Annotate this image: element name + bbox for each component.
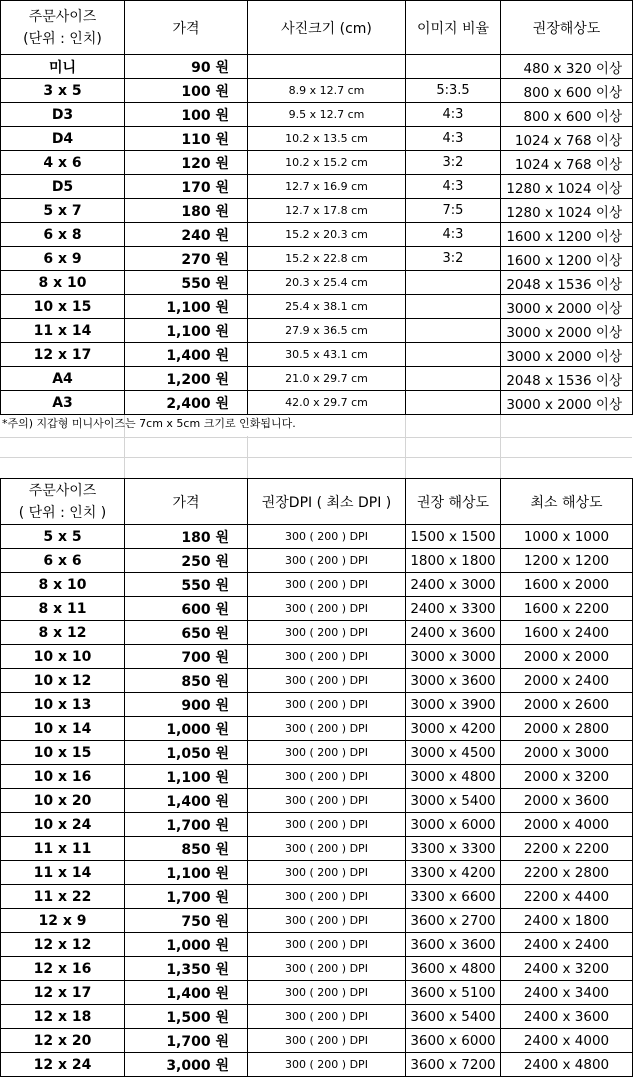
cell-price: 100 원: [125, 103, 248, 127]
cell-dpi: 300 ( 200 ) DPI: [248, 1005, 406, 1029]
cell-recommended-resolution: 1800 x 1800: [406, 549, 501, 573]
table-row: [1, 717, 633, 741]
cell-dpi: 300 ( 200 ) DPI: [248, 645, 406, 669]
cell-price: 1,350 원: [125, 957, 248, 981]
cell-order-size: 5 x 5: [1, 525, 125, 549]
cell-price: 1,050 원: [125, 741, 248, 765]
cell-price: 900 원: [125, 693, 248, 717]
cell-order-size: 8 x 10: [1, 573, 125, 597]
cell-price: 1,000 원: [125, 717, 248, 741]
cell-minimum-resolution: 2200 x 2200: [501, 837, 633, 861]
table-row: [1, 549, 633, 573]
cell-price: 1,100 원: [125, 295, 248, 319]
table-row: [1, 645, 633, 669]
cell-minimum-resolution: 2400 x 4800: [501, 1053, 633, 1077]
cell-photo-size: 25.4 x 38.1 cm: [248, 295, 406, 319]
sheet-gridline: [405, 414, 406, 478]
cell-photo-size: 15.2 x 22.8 cm: [248, 247, 406, 271]
cell-order-size: 10 x 20: [1, 789, 125, 813]
cell-order-size: 10 x 12: [1, 669, 125, 693]
cell-image-ratio: [406, 271, 501, 295]
cell-image-ratio: [406, 319, 501, 343]
cell-image-ratio: 4:3: [406, 103, 501, 127]
cell-photo-size: 9.5 x 12.7 cm: [248, 103, 406, 127]
cell-order-size: 12 x 20: [1, 1029, 125, 1053]
cell-price: 1,700 원: [125, 813, 248, 837]
cell-order-size: 10 x 13: [1, 693, 125, 717]
cell-minimum-resolution: 2000 x 2600: [501, 693, 633, 717]
cell-price: 850 원: [125, 669, 248, 693]
cell-photo-size: 20.3 x 25.4 cm: [248, 271, 406, 295]
cell-order-size: 5 x 7: [1, 199, 125, 223]
cell-dpi: 300 ( 200 ) DPI: [248, 1053, 406, 1077]
cell-recommended-resolution: 1500 x 1500: [406, 525, 501, 549]
cell-price: 250 원: [125, 549, 248, 573]
cell-minimum-resolution: 1000 x 1000: [501, 525, 633, 549]
cell-recommended-resolution: 3000 x 4500: [406, 741, 501, 765]
header-order-size: [1, 1, 125, 55]
cell-minimum-resolution: 1600 x 2400: [501, 621, 633, 645]
cell-recommended-resolution: 2048 x 1536 이상: [501, 367, 633, 391]
cell-minimum-resolution: 1200 x 1200: [501, 549, 633, 573]
cell-order-size: D3: [1, 103, 125, 127]
cell-dpi: 300 ( 200 ) DPI: [248, 717, 406, 741]
cell-recommended-resolution: 2400 x 3300: [406, 597, 501, 621]
cell-recommended-resolution: 3600 x 2700: [406, 909, 501, 933]
cell-order-size: 12 x 12: [1, 933, 125, 957]
cell-image-ratio: [406, 367, 501, 391]
cell-order-size: 4 x 6: [1, 151, 125, 175]
cell-recommended-resolution: 1024 x 768 이상: [501, 151, 633, 175]
cell-dpi: 300 ( 200 ) DPI: [248, 861, 406, 885]
table-row: [1, 981, 633, 1005]
cell-image-ratio: 7:5: [406, 199, 501, 223]
cell-image-ratio: 3:2: [406, 151, 501, 175]
cell-recommended-resolution: 800 x 600 이상: [501, 103, 633, 127]
cell-minimum-resolution: 2400 x 4000: [501, 1029, 633, 1053]
cell-dpi: 300 ( 200 ) DPI: [248, 909, 406, 933]
cell-minimum-resolution: 2200 x 2800: [501, 861, 633, 885]
cell-dpi: 300 ( 200 ) DPI: [248, 621, 406, 645]
table-row: [1, 861, 633, 885]
cell-recommended-resolution: 1280 x 1024 이상: [501, 199, 633, 223]
table-row: [1, 151, 633, 175]
cell-minimum-resolution: 2000 x 2800: [501, 717, 633, 741]
cell-price: 240 원: [125, 223, 248, 247]
cell-photo-size: 21.0 x 29.7 cm: [248, 367, 406, 391]
cell-recommended-resolution: 3600 x 6000: [406, 1029, 501, 1053]
cell-recommended-resolution: 3000 x 2000 이상: [501, 343, 633, 367]
cell-image-ratio: 4:3: [406, 127, 501, 151]
cell-dpi: 300 ( 200 ) DPI: [248, 693, 406, 717]
cell-dpi: 300 ( 200 ) DPI: [248, 597, 406, 621]
cell-image-ratio: [406, 55, 501, 79]
cell-order-size: 11 x 22: [1, 885, 125, 909]
cell-price: 750 원: [125, 909, 248, 933]
cell-recommended-resolution: 3300 x 3300: [406, 837, 501, 861]
cell-order-size: A4: [1, 367, 125, 391]
table-row: [1, 909, 633, 933]
cell-dpi: 300 ( 200 ) DPI: [248, 549, 406, 573]
cell-recommended-resolution: 1280 x 1024 이상: [501, 175, 633, 199]
table-row: [1, 127, 633, 151]
cell-minimum-resolution: 2200 x 4400: [501, 885, 633, 909]
table-row: [1, 813, 633, 837]
cell-order-size: 12 x 18: [1, 1005, 125, 1029]
cell-price: 100 원: [125, 79, 248, 103]
cell-price: 180 원: [125, 525, 248, 549]
cell-photo-size: 30.5 x 43.1 cm: [248, 343, 406, 367]
cell-price: 1,700 원: [125, 885, 248, 909]
header-photo-size: 사진크기 (cm): [248, 1, 406, 55]
cell-price: 1,400 원: [125, 789, 248, 813]
cell-recommended-resolution: 3000 x 3600: [406, 669, 501, 693]
header-order-size: [1, 479, 125, 525]
cell-price: 110 원: [125, 127, 248, 151]
cell-price: 850 원: [125, 837, 248, 861]
cell-recommended-resolution: 1600 x 1200 이상: [501, 223, 633, 247]
table-row: [1, 765, 633, 789]
sheet-gridline: [0, 437, 632, 438]
photo-print-price-table: [0, 0, 633, 415]
header-order-size-line2: (단위 : 인치): [23, 30, 102, 47]
cell-photo-size: 8.9 x 12.7 cm: [248, 79, 406, 103]
cell-order-size: 10 x 24: [1, 813, 125, 837]
header-image-ratio: 이미지 비율: [406, 1, 501, 55]
table-row: [1, 55, 633, 79]
cell-minimum-resolution: 2400 x 3400: [501, 981, 633, 1005]
cell-price: 2,400 원: [125, 391, 248, 415]
table-row: [1, 271, 633, 295]
cell-recommended-resolution: 3000 x 5400: [406, 789, 501, 813]
header-recommended-resolution: 권장해상도: [501, 1, 633, 55]
cell-price: 3,000 원: [125, 1053, 248, 1077]
cell-order-size: 10 x 14: [1, 717, 125, 741]
table-row: [1, 837, 633, 861]
cell-order-size: 6 x 8: [1, 223, 125, 247]
cell-order-size: 3 x 5: [1, 79, 125, 103]
cell-minimum-resolution: 2400 x 1800: [501, 909, 633, 933]
header-price: 가격: [125, 1, 248, 55]
cell-dpi: 300 ( 200 ) DPI: [248, 669, 406, 693]
large-print-price-table: [0, 478, 633, 1077]
cell-recommended-resolution: 3000 x 4200: [406, 717, 501, 741]
cell-price: 1,000 원: [125, 933, 248, 957]
cell-image-ratio: 3:2: [406, 247, 501, 271]
cell-price: 1,100 원: [125, 319, 248, 343]
cell-dpi: 300 ( 200 ) DPI: [248, 573, 406, 597]
table-row: [1, 1029, 633, 1053]
cell-image-ratio: [406, 343, 501, 367]
cell-minimum-resolution: 2400 x 2400: [501, 933, 633, 957]
cell-dpi: 300 ( 200 ) DPI: [248, 837, 406, 861]
cell-photo-size: [248, 55, 406, 79]
cell-dpi: 300 ( 200 ) DPI: [248, 957, 406, 981]
cell-dpi: 300 ( 200 ) DPI: [248, 765, 406, 789]
table-row: [1, 669, 633, 693]
table-row: [1, 367, 633, 391]
cell-recommended-resolution: 1600 x 1200 이상: [501, 247, 633, 271]
cell-order-size: 6 x 6: [1, 549, 125, 573]
cell-price: 170 원: [125, 175, 248, 199]
table-row: [1, 933, 633, 957]
cell-order-size: D5: [1, 175, 125, 199]
cell-photo-size: 12.7 x 17.8 cm: [248, 199, 406, 223]
cell-order-size: 12 x 17: [1, 981, 125, 1005]
cell-price: 550 원: [125, 271, 248, 295]
cell-dpi: 300 ( 200 ) DPI: [248, 885, 406, 909]
sheet-gridline: [247, 436, 248, 478]
table-row: [1, 1005, 633, 1029]
cell-image-ratio: [406, 391, 501, 415]
table-row: [1, 621, 633, 645]
cell-minimum-resolution: 2000 x 3000: [501, 741, 633, 765]
cell-price: 1,400 원: [125, 981, 248, 1005]
table-row: [1, 343, 633, 367]
cell-order-size: 6 x 9: [1, 247, 125, 271]
cell-dpi: 300 ( 200 ) DPI: [248, 789, 406, 813]
cell-order-size: 11 x 11: [1, 837, 125, 861]
cell-price: 1,200 원: [125, 367, 248, 391]
table-row: [1, 885, 633, 909]
header-order-size-line1: 주문사이즈: [28, 482, 97, 499]
cell-recommended-resolution: 3000 x 2000 이상: [501, 295, 633, 319]
cell-order-size: 12 x 16: [1, 957, 125, 981]
cell-recommended-resolution: 3600 x 5100: [406, 981, 501, 1005]
cell-minimum-resolution: 1600 x 2000: [501, 573, 633, 597]
sheet-gridline: [0, 457, 632, 458]
cell-recommended-resolution: 2048 x 1536 이상: [501, 271, 633, 295]
cell-image-ratio: [406, 295, 501, 319]
table-row: [1, 199, 633, 223]
cell-image-ratio: 4:3: [406, 223, 501, 247]
table-row: [1, 223, 633, 247]
cell-recommended-resolution: 3000 x 3900: [406, 693, 501, 717]
table-row: [1, 741, 633, 765]
cell-price: 120 원: [125, 151, 248, 175]
table-header-row: [1, 1, 633, 55]
cell-photo-size: 12.7 x 16.9 cm: [248, 175, 406, 199]
table-row: [1, 597, 633, 621]
cell-minimum-resolution: 2400 x 3600: [501, 1005, 633, 1029]
cell-price: 1,500 원: [125, 1005, 248, 1029]
header-price: 가격: [125, 479, 248, 525]
cell-order-size: 10 x 15: [1, 295, 125, 319]
cell-minimum-resolution: 2000 x 4000: [501, 813, 633, 837]
table-row: [1, 789, 633, 813]
cell-price: 1,700 원: [125, 1029, 248, 1053]
table-header-row: [1, 479, 633, 525]
cell-minimum-resolution: 2000 x 3200: [501, 765, 633, 789]
cell-recommended-resolution: 800 x 600 이상: [501, 79, 633, 103]
cell-order-size: 8 x 11: [1, 597, 125, 621]
cell-minimum-resolution: 1600 x 2200: [501, 597, 633, 621]
header-order-size-line2: ( 단위 : 인치 ): [18, 504, 107, 521]
cell-order-size: 10 x 15: [1, 741, 125, 765]
table-row: [1, 693, 633, 717]
cell-minimum-resolution: 2000 x 2000: [501, 645, 633, 669]
table-row: [1, 525, 633, 549]
cell-photo-size: 10.2 x 15.2 cm: [248, 151, 406, 175]
header-minimum-resolution: 최소 해상도: [501, 479, 633, 525]
cell-order-size: 11 x 14: [1, 319, 125, 343]
cell-recommended-resolution: 3600 x 3600: [406, 933, 501, 957]
cell-recommended-resolution: 2400 x 3000: [406, 573, 501, 597]
cell-order-size: 11 x 14: [1, 861, 125, 885]
cell-order-size: 12 x 24: [1, 1053, 125, 1077]
cell-order-size: 12 x 9: [1, 909, 125, 933]
cell-order-size: 미니: [1, 55, 125, 79]
header-dpi: 권장DPI ( 최소 DPI ): [248, 479, 406, 525]
table-row: [1, 391, 633, 415]
cell-photo-size: 15.2 x 20.3 cm: [248, 223, 406, 247]
cell-price: 90 원: [125, 55, 248, 79]
cell-dpi: 300 ( 200 ) DPI: [248, 981, 406, 1005]
table-row: [1, 295, 633, 319]
cell-minimum-resolution: 2000 x 3600: [501, 789, 633, 813]
cell-photo-size: 27.9 x 36.5 cm: [248, 319, 406, 343]
cell-order-size: 10 x 16: [1, 765, 125, 789]
cell-image-ratio: 4:3: [406, 175, 501, 199]
cell-price: 1,400 원: [125, 343, 248, 367]
table-row: [1, 175, 633, 199]
cell-image-ratio: 5:3.5: [406, 79, 501, 103]
cell-recommended-resolution: 1024 x 768 이상: [501, 127, 633, 151]
cell-recommended-resolution: 3000 x 6000: [406, 813, 501, 837]
table-row: [1, 573, 633, 597]
table-row: [1, 319, 633, 343]
cell-price: 600 원: [125, 597, 248, 621]
cell-minimum-resolution: 2000 x 2400: [501, 669, 633, 693]
sheet-gridline: [500, 414, 501, 478]
cell-dpi: 300 ( 200 ) DPI: [248, 525, 406, 549]
cell-price: 1,100 원: [125, 765, 248, 789]
cell-recommended-resolution: 3000 x 2000 이상: [501, 319, 633, 343]
table-row: [1, 247, 633, 271]
cell-recommended-resolution: 2400 x 3600: [406, 621, 501, 645]
cell-price: 270 원: [125, 247, 248, 271]
table-row: [1, 79, 633, 103]
cell-order-size: 12 x 17: [1, 343, 125, 367]
cell-order-size: D4: [1, 127, 125, 151]
cell-recommended-resolution: 3600 x 4800: [406, 957, 501, 981]
cell-minimum-resolution: 2400 x 3200: [501, 957, 633, 981]
table-row: [1, 957, 633, 981]
cell-order-size: 10 x 10: [1, 645, 125, 669]
table-row: [1, 103, 633, 127]
cell-recommended-resolution: 3000 x 2000 이상: [501, 391, 633, 415]
cell-price: 700 원: [125, 645, 248, 669]
cell-recommended-resolution: 3300 x 6600: [406, 885, 501, 909]
cell-price: 550 원: [125, 573, 248, 597]
cell-order-size: A3: [1, 391, 125, 415]
header-recommended-resolution: 권장 해상도: [406, 479, 501, 525]
cell-price: 650 원: [125, 621, 248, 645]
cell-price: 180 원: [125, 199, 248, 223]
cell-dpi: 300 ( 200 ) DPI: [248, 741, 406, 765]
cell-dpi: 300 ( 200 ) DPI: [248, 813, 406, 837]
header-order-size-line1: 주문사이즈: [28, 8, 97, 25]
table-row: [1, 1053, 633, 1077]
cell-photo-size: 42.0 x 29.7 cm: [248, 391, 406, 415]
cell-recommended-resolution: 3000 x 3000: [406, 645, 501, 669]
cell-order-size: 8 x 10: [1, 271, 125, 295]
cell-dpi: 300 ( 200 ) DPI: [248, 933, 406, 957]
cell-recommended-resolution: 480 x 320 이상: [501, 55, 633, 79]
cell-price: 1,100 원: [125, 861, 248, 885]
cell-recommended-resolution: 3600 x 7200: [406, 1053, 501, 1077]
cell-dpi: 300 ( 200 ) DPI: [248, 1029, 406, 1053]
cell-order-size: 8 x 12: [1, 621, 125, 645]
cell-photo-size: 10.2 x 13.5 cm: [248, 127, 406, 151]
cell-recommended-resolution: 3300 x 4200: [406, 861, 501, 885]
cell-recommended-resolution: 3600 x 5400: [406, 1005, 501, 1029]
cell-recommended-resolution: 3000 x 4800: [406, 765, 501, 789]
mini-size-note: *주의) 지갑형 미니사이즈는 7cm x 5cm 크기로 인화됩니다.: [2, 417, 296, 430]
